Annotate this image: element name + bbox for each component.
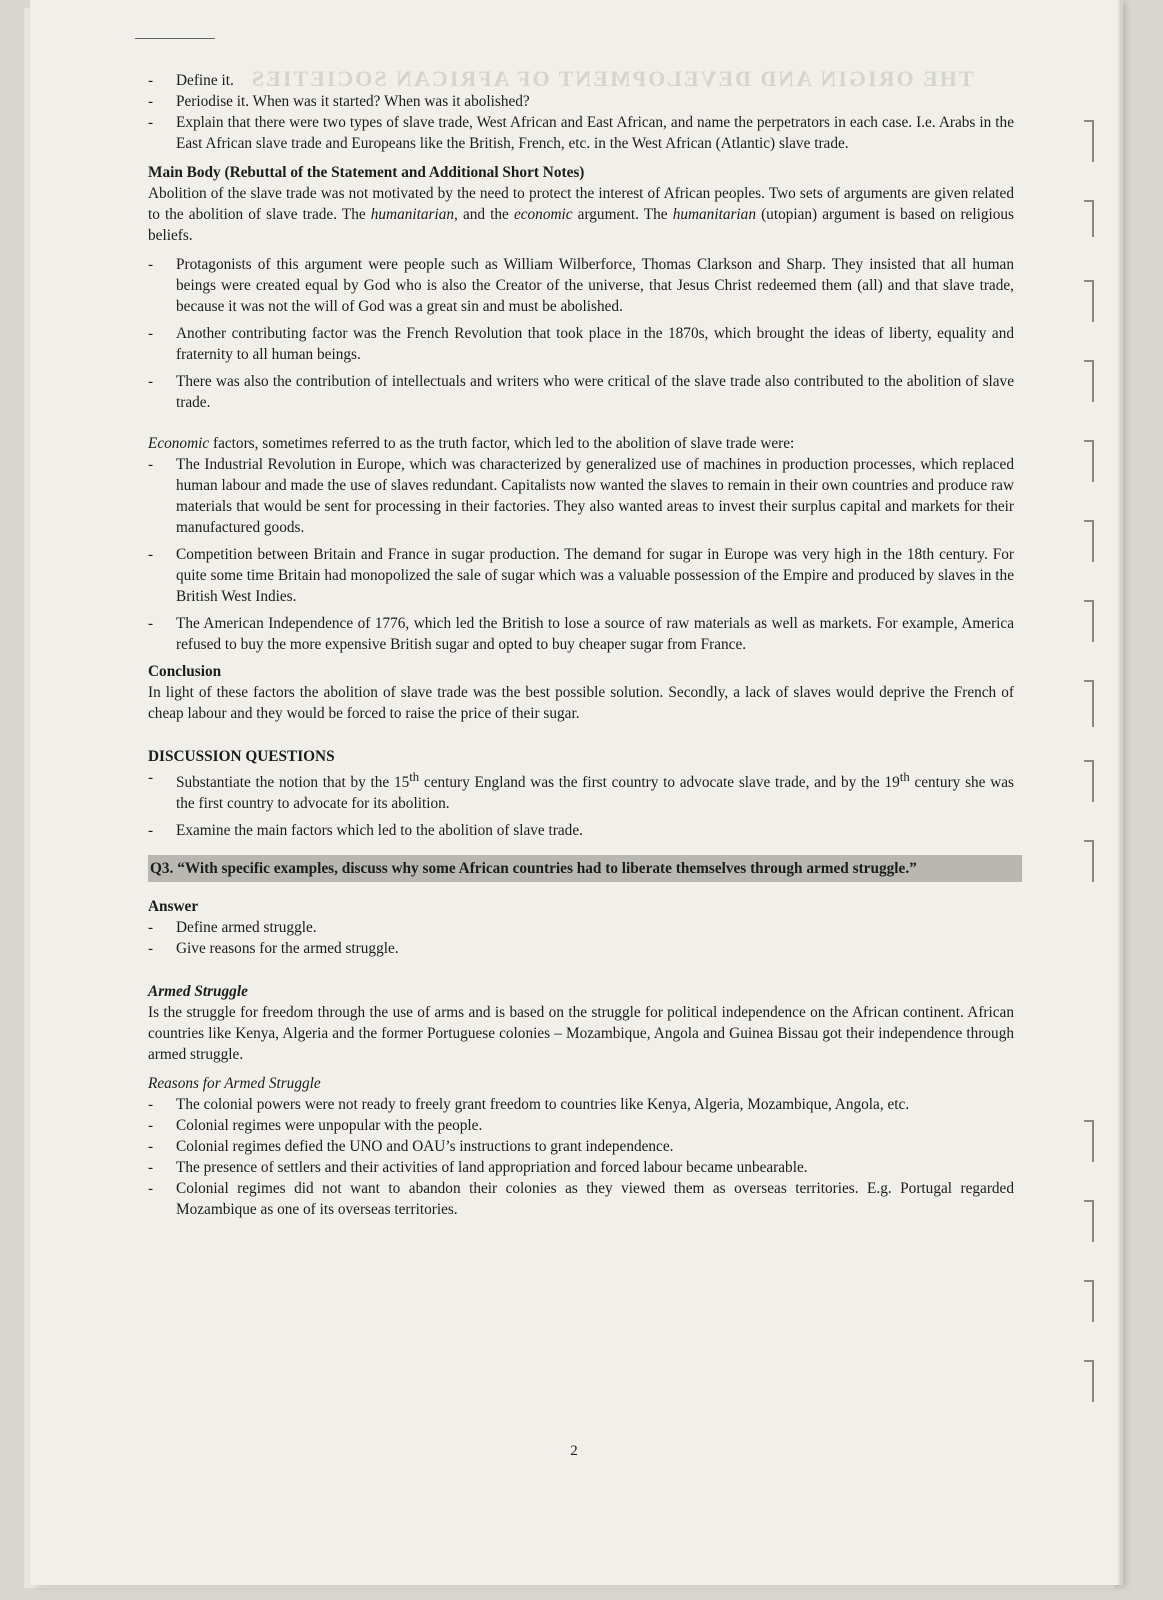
economic-intro: Economic factors, sometimes referred to as the truth factor, which led to the abolition of slave trade were: — [148, 435, 795, 452]
conclusion-heading: Conclusion — [148, 663, 222, 680]
intro-list — [148, 70, 1014, 154]
binding-marks — [1060, 40, 1100, 1540]
list-item: - Examine the main factors which led to the abolition of slave trade. — [148, 820, 1014, 841]
main-body-heading: Main Body (Rebuttal of the Statement and Additional Short Notes) — [148, 164, 585, 181]
list-item: - Protagonists of this argument were people such as William Wilberforce, Thomas Clarkson and Sharp. They insisted that all human beings were created equal by God who is also the Creator of the universe, that Jesus Christ redeemed them (all) and that slave trade, because it was not the will of God was a great sin and must be abolished. — [148, 254, 1014, 317]
list-item: - Colonial regimes were unpopular with the people. — [148, 1115, 1014, 1136]
question-3-heading: Q3. “With specific examples, discuss why some African countries had to liberate themselves through armed struggle.” — [148, 855, 1022, 882]
top-rule — [135, 38, 215, 39]
list-item: - Explain that there were two types of slave trade, West African and East African, and name the perpetrators in each case. I.e. Arabs in the East African slave trade and Europeans like the British, French, etc. in the West African (Atlantic) slave trade. — [148, 112, 1014, 154]
list-item: - Another contributing factor was the French Revolution that took place in the 1870s, which brought the ideas of liberty, equality and fraternity to all human beings. — [148, 323, 1014, 365]
discussion-heading: DISCUSSION QUESTIONS — [148, 748, 335, 765]
list-item: - The American Independence of 1776, which led the British to lose a source of raw materials as well as markets. For example, America refused to buy the more expensive British sugar and opted to buy cheaper sugar from France. — [148, 613, 1014, 655]
document-page — [30, 0, 1118, 1585]
main-body-paragraph: Abolition of the slave trade was not motivated by the need to protect the interest of African peoples. Two sets of arguments are given related to the abolition of slave trade. The humanitarian, and the economic argument. The humanitarian (utopian) argument is based on religious beliefs. — [148, 185, 1014, 244]
answer-list — [148, 917, 1014, 959]
list-item: - Competition between Britain and France in sugar production. The demand for sugar in Europe was very high in the 18th century. For quite some time Britain had monopolized the sale of sugar which was a valuable possession of the Empire and produced by slaves in the British West Indies. — [148, 544, 1014, 607]
reasons-heading: Reasons for Armed Struggle — [148, 1075, 321, 1093]
humanitarian-list — [148, 254, 1014, 413]
list-item: - The Industrial Revolution in Europe, which was characterized by generalized use of machines in production processes, which replaced human labour and made the use of slaves redundant. Capitalists now wanted the slaves to remain in their own countries and produce raw materials that would be sent for processing in their factories. They also wanted areas to invest their surplus capital and markets for their manufactured goods. — [148, 454, 1014, 538]
armed-struggle-heading: Armed Struggle — [148, 983, 248, 1001]
economic-list — [148, 454, 1014, 655]
show-through-text: THE ORIGIN AND DEVELOPMENT OF AFRICAN SOCIETIES — [250, 66, 974, 91]
conclusion-text: In light of these factors the abolition of slave trade was the best possible solution. Secondly, a lack of slaves would deprive the French of cheap labour and they would be forced to raise the price of their sugar. — [148, 684, 1014, 722]
list-item: - Colonial regimes did not want to abandon their colonies as they viewed them as overseas territories. E.g. Portugal regarded Mozambique as one of its overseas territories. — [148, 1178, 1014, 1220]
answer-heading: Answer — [148, 898, 199, 916]
list-item: - Define armed struggle. — [148, 917, 1014, 938]
list-item: - Define it. — [148, 70, 1014, 91]
page-number: 2 — [570, 1443, 578, 1459]
discussion-list — [148, 767, 1014, 841]
list-item: - The presence of settlers and their activities of land appropriation and forced labour became unbearable. — [148, 1157, 1014, 1178]
list-item: - There was also the contribution of intellectuals and writers who were critical of the slave trade also contributed to the abolition of slave trade. — [148, 371, 1014, 413]
list-item: - Give reasons for the armed struggle. — [148, 938, 1014, 959]
list-item: - Colonial regimes defied the UNO and OAU’s instructions to grant independence. — [148, 1136, 1014, 1157]
page-content — [148, 70, 1014, 1220]
list-item: - Periodise it. When was it started? When was it abolished? — [148, 91, 1014, 112]
reasons-list — [148, 1094, 1014, 1220]
list-item: - Substantiate the notion that by the 15th century England was the first country to advocate slave trade, and by the 19th century she was the first country to advocate for its abolition. — [148, 767, 1014, 814]
armed-struggle-text: Is the struggle for freedom through the use of arms and is based on the struggle for political independence on the African continent. African countries like Kenya, Algeria and the former Portuguese colonies – Mozambique, Angola and Guinea Bissau got their independence through armed struggle. — [148, 1004, 1014, 1064]
list-item: - The colonial powers were not ready to freely grant freedom to countries like Kenya, Algeria, Mozambique, Angola, etc. — [148, 1094, 1014, 1115]
